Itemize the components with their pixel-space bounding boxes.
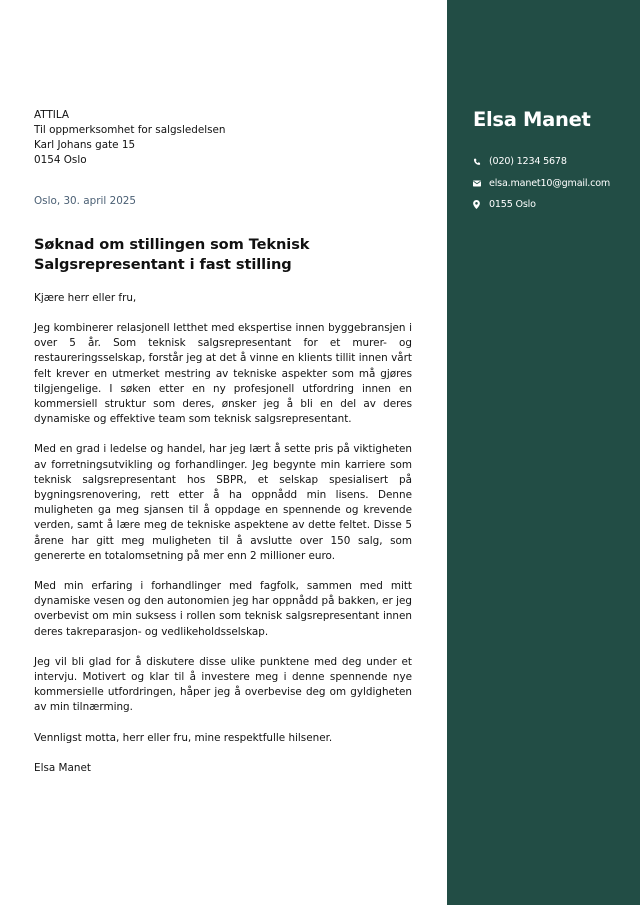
contact-email-text[interactable]: elsa.manet10@gmail.com <box>489 178 611 189</box>
contact-phone <box>473 156 567 167</box>
envelope-icon <box>473 180 489 187</box>
paragraph-4: Jeg vil bli glad for å diskutere disse ulike punktene med deg under et intervju. Motivert og klar til å investere meg i denne spennende nye kommersielle utfordringen, håper jeg å overbevise deg om gyldigheten av min tilnærming. <box>34 655 412 714</box>
contact-email <box>473 178 610 189</box>
subject-line-2: Salgsrepresentant i fast stilling <box>34 256 292 273</box>
greeting: Kjære herr eller fru, <box>34 292 137 304</box>
recipient-attention: Til oppmerksomhet for salgsledelsen <box>34 124 226 136</box>
map-pin-icon <box>473 200 489 209</box>
signature: Elsa Manet <box>34 761 91 774</box>
paragraph-1: Jeg kombinerer relasjonell letthet med ekspertise innen byggebransjen i over 5 år. Som teknisk salgsrepresentant for et murer- og restaureringsselskap, forstår jeg at det å vinne en klients tillit innen vårt felt krever en utmerket mestring av tekniske aspekter som må gjøres tilgjengelige. I søken etter en ny profesjonell utfordring innen en kommersiell struktur som deres, ønsker jeg å bli en del av deres dynamiske og effektive team som teknisk salgsrepresentant. <box>34 322 412 426</box>
contact-phone-text[interactable]: (020) 1234 5678 <box>489 156 567 167</box>
contact-location-text: 0155 Oslo <box>489 199 536 210</box>
subject-line-1: Søknad om stillingen som Teknisk <box>34 236 310 253</box>
paragraph-2: Med en grad i ledelse og handel, har jeg lært å sette pris på viktigheten av forretningsutvikling og forhandlinger. Jeg begynte min karriere som teknisk salgsrepresentant hos SBPR, et selskap spesialisert på bygningsrenovering, rett etter å ha oppnådd min lisens. Denne muligheten ga meg sjansen til å oppdage en spennende og krevende verden, samt å lære meg de tekniske aspektene av dette feltet. Disse 5 årene har gitt meg muligheten til å avslutte over 150 salg, som genererte en totalomsetning på mer enn 2 millioner euro. <box>34 443 412 562</box>
closing: Vennligst motta, herr eller fru, mine respektfulle hilsener. <box>34 731 333 744</box>
letter-date: Oslo, 30. april 2025 <box>34 195 137 207</box>
recipient-block <box>34 108 412 168</box>
paragraph-3: Med min erfaring i forhandlinger med fagfolk, sammen med mitt dynamiske vesen og den autonomien jeg har oppnådd på bakken, er jeg overbevist om min suksess i rollen som teknisk salgsrepresentant innen deres takreparasjon- og vedlikeholdsselskap. <box>34 580 412 638</box>
contact-location <box>473 199 536 210</box>
recipient-street: Karl Johans gate 15 <box>34 139 136 151</box>
letter-body <box>34 108 412 776</box>
sidebar-name: Elsa Manet <box>473 108 591 131</box>
recipient-company: ATTILA <box>34 109 70 121</box>
phone-icon <box>473 158 489 166</box>
recipient-postal: 0154 Oslo <box>34 154 87 166</box>
sidebar <box>447 0 640 905</box>
letter-subject <box>34 235 412 275</box>
